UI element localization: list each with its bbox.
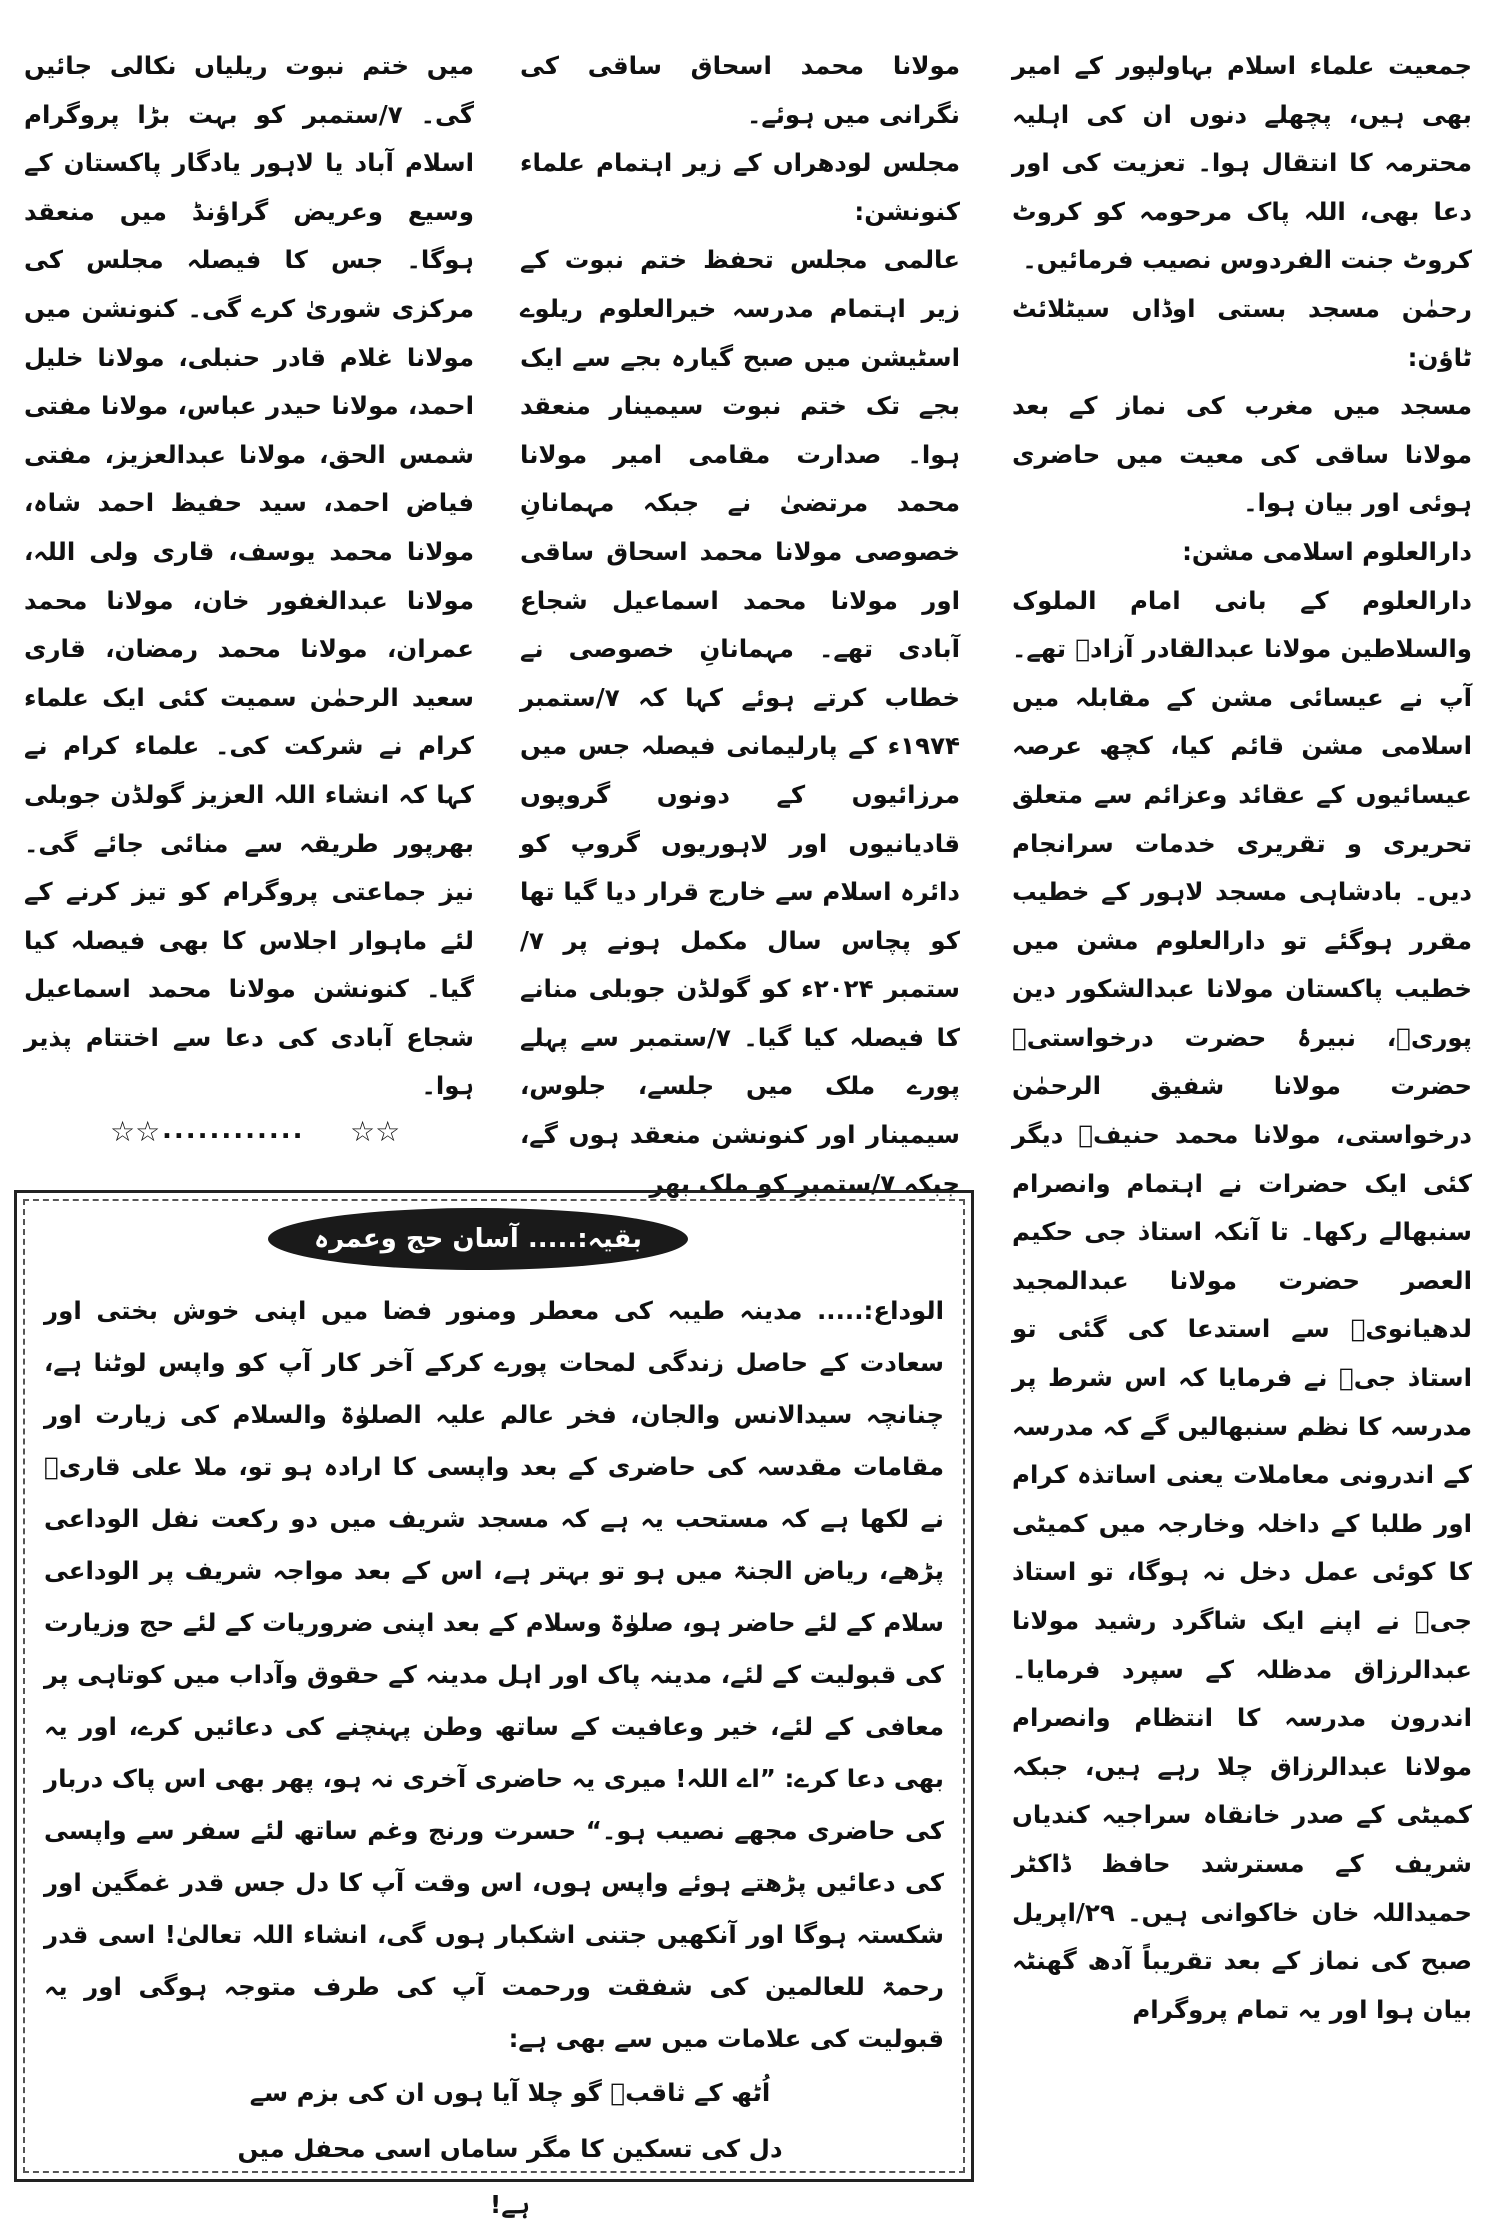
end-stars: ☆☆ bbox=[350, 1115, 401, 1148]
continuation-text bbox=[44, 1285, 944, 2065]
right-column bbox=[1012, 42, 1472, 2182]
paragraph: عالمی مجلس تحفظ ختم نبوت کے زیر اہتمام مدرسہ خیرالعلوم ریلوے اسٹیشن میں صبح گیارہ بجے سے ایک بجے تک ختم نبوت سیمینار منعقد ہوا۔ صدارت مقامی امیر مولانا محمد مرتضیٰ نے جبکہ مہمانانِ خصوصی مولانا محمد اسحاق ساقی اور مولانا محمد اسماعیل شجاع آبادی تھے۔ مہمانانِ خصوصی نے خطاب کرتے ہوئے کہا کہ ۷/ستمبر ۱۹۷۴ء کے پارلیمانی فیصلہ جس میں مرزائیوں کے دونوں گروپوں قادیانیوں اور لاہوریوں گروپ کو دائرہ اسلام سے خارج قرار دیا گیا تھا کو پچاس سال مکمل ہونے پر ۷/ستمبر ۲۰۲۴ء کو گولڈن جوبلی منانے کا فیصلہ کیا گیا۔ ۷/ستمبر سے پہلے پورے ملک میں جلسے، جلوس، سیمینار اور کنونشن منعقد ہوں گے، جبکہ ۷/ستمبر کو ملک بھر bbox=[520, 245, 960, 1198]
paragraph: مولانا محمد اسحاق ساقی کی نگرانی میں ہوئے۔ bbox=[520, 51, 960, 129]
verse-line: اُٹھ کے ثاقبؔ گو چلا آیا ہوں ان کی بزم سے bbox=[249, 2078, 771, 2107]
middle-column bbox=[520, 42, 960, 1198]
end-dots: ............ bbox=[162, 1115, 305, 1145]
poetry-verse bbox=[230, 2065, 790, 2233]
verse-line: دل کی تسکین کا مگر ساماں اسی محفل میں ہے! bbox=[237, 2134, 783, 2219]
end-stars: ☆☆ bbox=[110, 1115, 161, 1148]
left-column bbox=[24, 42, 474, 1142]
paragraph: مسجد میں مغرب کی نماز کے بعد مولانا ساقی کی معیت میں حاضری ہوئی اور بیان ہوا۔ bbox=[1012, 391, 1472, 518]
section-heading: رحمٰن مسجد بستی اوڈاں سیٹلائٹ ٹاؤن: bbox=[1012, 293, 1472, 372]
paragraph: دارالعلوم کے بانی امام الملوک والسلاطین مولانا عبدالقادر آزادؒ تھے۔آپ نے عیسائی مشن کے مقابلہ میں اسلامی مشن قائم کیا، کچھ عرصہ عیسائیوں کے عقائد وعزائم سے متعلق تحریری و تقریری خدمات سرانجام دیں۔ بادشاہی مسجد لاہور کے خطیب مقرر ہوگئے تو دارالعلوم مشن میں خطیب پاکستان مولانا عبدالشکور دین پوریؒ، نبیرۂ حضرت درخواستیؒ حضرت مولانا شفیق الرحمٰن درخواستی، مولانا محمد حنیفؒ دیگر کئی ایک حضرات نے اہتمام وانصرام سنبھالے رکھا۔ تا آنکہ استاذ جی حکیم العصر حضرت مولانا عبدالمجید لدھیانویؒ سے استدعا کی گئی تو استاذ جیؒ نے فرمایا کہ اس شرط پر مدرسہ کا نظم سنبھالیں گے کہ مدرسہ کے اندرونی معاملات یعنی اساتذہ کرام اور طلبا کے داخلہ وخارجہ میں کمیٹی کا کوئی عمل دخل نہ ہوگا، تو استاذ جیؒ نے اپنے ایک شاگرد رشید مولانا عبدالرزاق مدظلہ کے سپرد فرمایا۔ اندرون مدرسہ کا انتظام وانصرام مولانا عبدالرزاق چلا رہے ہیں، جبکہ کمیٹی کے صدر خانقاہ سراجیہ کندیاں شریف کے مسترشد حافظ ڈاکٹر حمیداللہ خان خاکوانی ہیں۔ ۲۹/اپریل صبح کی نماز کے بعد تقریباً آدھ گھنٹہ بیان ہوا اور یہ تمام پروگرام bbox=[1012, 585, 1472, 2024]
continuation-title: بقیہ:..... آسان حج وعمرہ bbox=[268, 1208, 688, 1270]
section-heading: مجلس لودھراں کے زیر اہتمام علماء کنونشن: bbox=[520, 148, 960, 226]
paragraph: ..... مدینہ طیبہ کی معطر ومنور فضا میں اپنی خوش بختی اور سعادت کے حاصل زندگی لمحات پورے کرکے آخر کار آپ کو واپس لوٹنا ہے، چنانچہ سیدالانس والجان، فخر عالم علیہ الصلوٰۃ والسلام کی زیارت اور مقامات مقدسہ کی حاضری کے بعد واپسی کا ارادہ ہو تو، ملا علی قاریؒ نے لکھا ہے کہ مستحب یہ ہے کہ مسجد شریف میں دو رکعت نفل الوداعی پڑھے، ریاض الجنۃ میں ہو تو بہتر ہے، اس کے بعد مواجہ شریف پر الوداعی سلام کے لئے حاضر ہو، صلوٰۃ وسلام کے بعد اپنی ضروریات کے لئے حج وزیارت کی قبولیت کے لئے، مدینہ پاک اور اہل مدینہ کے حقوق وآداب میں کوتاہی پر معافی کے لئے، خیر وعافیت کے ساتھ وطن پہنچنے کی دعائیں کرے، اور یہ بھی دعا کرے: ”اے اللہ! میری یہ حاضری آخری نہ ہو، پھر بھی اس پاک دربار کی حاضری مجھے نصیب ہو۔“ حسرت ورنج وغم ساتھ لئے سفر سے واپسی کی دعائیں پڑھتے ہوئے واپس ہوں، اس وقت آپ کا دل جس قدر غمگین اور شکستہ ہوگا اور آنکھیں جتنی اشکبار ہوں گی، انشاء اللہ تعالیٰ! اسی قدر رحمۃ للعالمین کی شفقت ورحمت آپ کی طرف متوجہ ہوگی اور یہ قبولیت کی علامات میں سے بھی ہے: bbox=[44, 1296, 944, 2053]
lead-word: الوداع: bbox=[863, 1296, 944, 1325]
paragraph: جمعیت علماء اسلام بہاولپور کے امیر بھی ہیں، پچھلے دنوں ان کی اہلیہ محترمہ کا انتقال ہوا۔ تعزیت کی اور دعا بھی، اللہ پاک مرحومہ کو کروٹ کروٹ جنت الفردوس نصیب فرمائیں۔ bbox=[1012, 51, 1472, 275]
paragraph: میں ختم نبوت ریلیاں نکالی جائیں گی۔ ۷/ستمبر کو بہت بڑا پروگرام اسلام آباد یا لاہور یادگار پاکستان کے وسیع وعریض گراؤنڈ میں منعقد ہوگا۔ جس کا فیصلہ مجلس کی مرکزی شوریٰ کرے گی۔ کنونشن میں مولانا غلام قادر حنبلی، مولانا خلیل احمد، مولانا حیدر عباس، مولانا مفتی شمس الحق، مولانا عبدالعزیز، مفتی فیاض احمد، سید حفیظ احمد شاہ، مولانا محمد یوسف، قاری ولی اللہ، مولانا عبدالغفور خان، مولانا محمد عمران، مولانا محمد رمضان، قاری سعید الرحمٰن سمیت کئی ایک علماء کرام نے شرکت کی۔ علماء کرام نے کہا کہ انشاء اللہ العزیز گولڈن جوبلی بھرپور طریقہ سے منائی جائے گی۔ نیز جماعتی پروگرام کو تیز کرنے کے لئے ماہوار اجلاس کا بھی فیصلہ کیا گیا۔ کنونشن مولانا محمد اسماعیل شجاع آبادی کی دعا سے اختتام پذیر ہوا۔ bbox=[24, 51, 475, 1101]
section-heading: دارالعلوم اسلامی مشن: bbox=[1182, 536, 1472, 566]
